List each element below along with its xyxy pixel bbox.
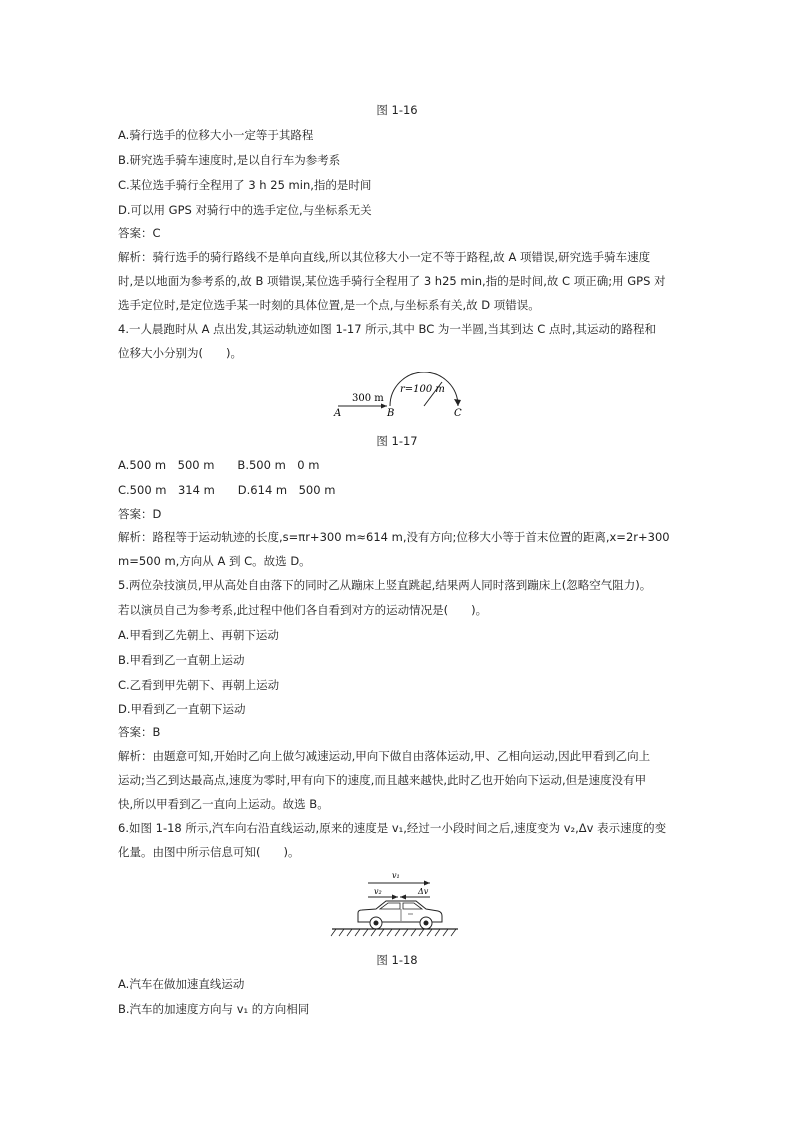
q5-stem-line: 5.两位杂技演员,甲从高处自由落下的同时乙从蹦床上竖直跳起,结果两人同时落到蹦床上(忽略空气阻力)。 [118,578,652,592]
q4-stem-line: 位移大小分别为( )。 [118,346,242,360]
q6-option-a: A.汽车在做加速直线运动 [118,977,245,991]
q4-answer: 答案：D [118,507,162,521]
q3-answer: 答案：C [118,226,161,240]
q3-analysis-line: 选手定位时,是定位选手某一时刻的具体位置,是一个点,与坐标系有关,故 D 项错误。 [118,298,540,312]
q3-analysis-line: 解析：骑行选手的骑行路线不是单向直线,所以其位移大小一定不等于路程,故 A 项错误,研究选手骑车速度 [118,250,651,264]
figure-1-17-caption: 图 1-17 [376,434,418,448]
q6-option-b: B.汽车的加速度方向与 v₁ 的方向相同 [118,1002,310,1016]
q6-stem-line: 化量。由图中所示信息可知( )。 [118,845,300,859]
q4-analysis-line: 解析：路程等于运动轨迹的长度,s=πr+300 m≈614 m,没有方向;位移大小等于首末位置的距离,x=2r+300 [118,530,670,544]
q5-option-d: D.甲看到乙一直朝下运动 [118,702,246,716]
q3-analysis-line: 时,是以地面为参考系的,故 B 项错误,某位选手骑行全程用了 3 h25 min,指的是时间,故 C 项正确;用 GPS 对 [118,274,666,288]
q4-options-cd: C.500 m 314 m D.614 m 500 m [118,483,336,497]
q5-analysis-line: 解析：由题意可知,开始时乙向上做匀减速运动,甲向下做自由落体运动,甲、乙相向运动,因此甲看到乙向上 [118,749,651,763]
arrow-head-delta-v [400,895,406,900]
q6-stem-line: 6.如图 1-18 所示,汽车向右沿直线运动,原来的速度是 v₁,经过一小段时间之后,速度变为 v₂,Δv 表示速度的变 [118,821,667,835]
label-point-a: A [334,408,342,419]
label-point-c: C [454,408,462,419]
q5-analysis-line: 快,所以甲看到乙一直向上运动。故选 B。 [118,797,329,811]
q5-analysis-line: 运动;当乙到达最高点,速度为零时,甲有向下的速度,而且越来越快,此时乙也开始向下运动,但是速度没有甲 [118,773,647,787]
arrow-head-v1 [424,881,430,886]
label-v2: v₂ [374,887,382,896]
q5-stem-line: 若以演员自己为参考系,此过程中他们各自看到对方的运动情况是( )。 [118,603,488,617]
arrow-head-v2 [392,895,398,900]
label-delta-v: Δv [418,887,429,896]
q3-option-a: A.骑行选手的位移大小一定等于其路程 [118,128,314,142]
figure-1-16-caption: 图 1-16 [376,103,418,117]
q3-option-b: B.研究选手骑车速度时,是以自行车为参考系 [118,153,341,167]
label-300m: 300 m [352,393,384,404]
arrow-head-c [454,399,461,406]
figure-1-18 [330,866,460,940]
figure-1-18-caption: 图 1-18 [376,953,418,967]
q4-stem-line: 4.一人晨跑时从 A 点出发,其运动轨迹如图 1-17 所示,其中 BC 为一半圆,当其到达 C 点时,其运动的路程和 [118,322,657,336]
q4-options-ab: A.500 m 500 m B.500 m 0 m [118,458,320,472]
label-radius: r=100 m [400,384,445,395]
figure-1-17 [330,372,470,420]
q3-option-c: C.某位选手骑行全程用了 3 h 25 min,指的是时间 [118,178,372,192]
label-point-b: B [387,408,395,419]
q3-option-d: D.可以用 GPS 对骑行中的选手定位,与坐标系无关 [118,203,372,217]
q4-analysis-line: m=500 m,方向从 A 到 C。故选 D。 [118,554,311,568]
label-v1: v₁ [392,871,400,880]
q5-option-a: A.甲看到乙先朝上、再朝下运动 [118,628,279,642]
ground-hatching [331,929,458,936]
q5-option-b: B.甲看到乙一直朝上运动 [118,653,245,667]
car-drawing [358,901,442,929]
q5-option-c: C.乙看到甲先朝下、再朝上运动 [118,678,280,692]
q5-answer: 答案：B [118,725,161,739]
